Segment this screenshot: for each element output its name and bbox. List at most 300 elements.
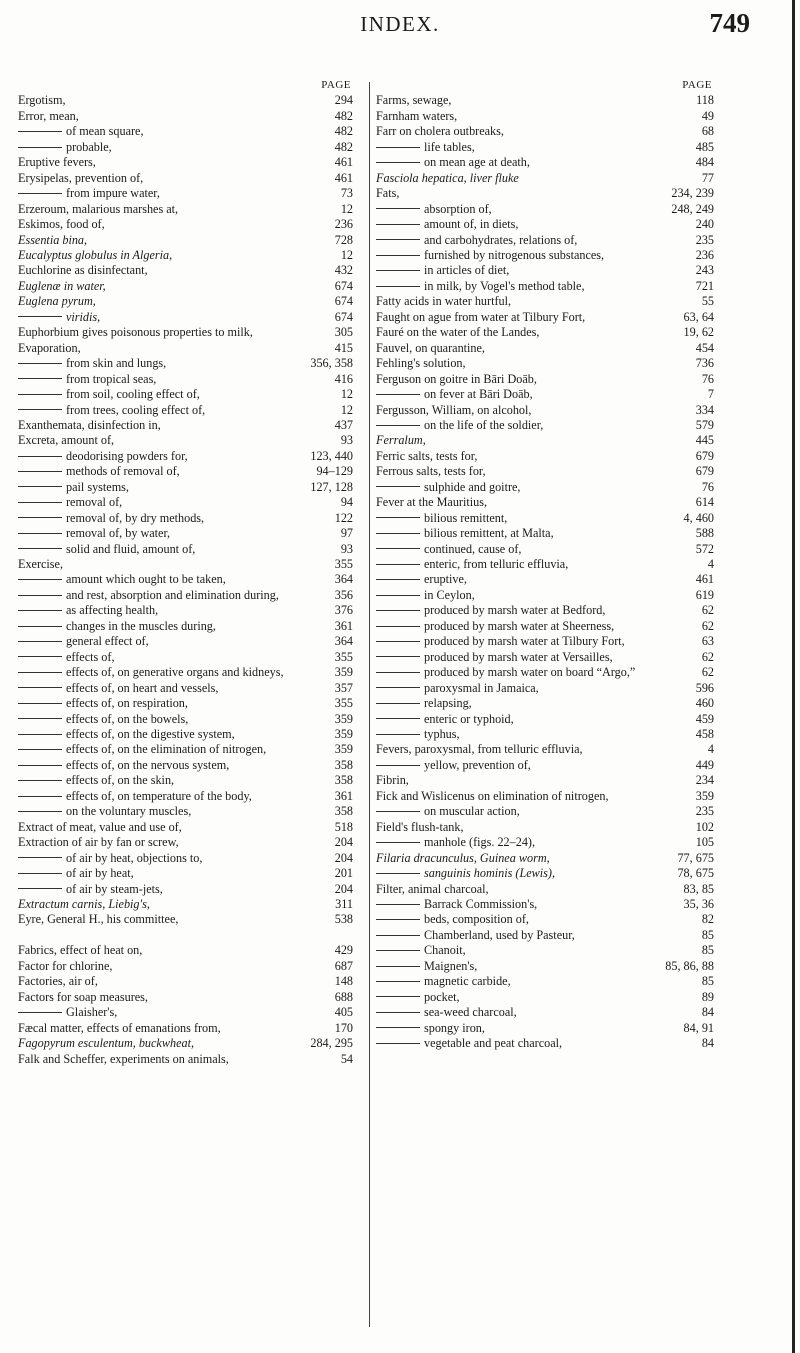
entry-page-ref: 84, 91 xyxy=(683,1020,714,1035)
entry-term: Extraction of air by fan or screw, xyxy=(18,835,179,850)
index-entry xyxy=(18,959,353,974)
entry-page-ref: 334 xyxy=(695,402,714,417)
ditto-rule xyxy=(376,641,420,642)
entry-page-ref: 359 xyxy=(334,742,353,757)
index-entry xyxy=(18,943,353,958)
index-subentry xyxy=(376,727,714,742)
index-entry xyxy=(376,356,714,371)
entry-term: Fauré on the water of the Landes, xyxy=(376,325,540,340)
index-entry xyxy=(18,418,353,433)
index-entry xyxy=(18,325,353,340)
entry-page-ref: 461 xyxy=(334,155,353,170)
entry-term: and rest, absorption and elimination during, xyxy=(66,587,279,602)
entry-page-ref: 240 xyxy=(695,217,714,232)
entry-term: Essentia bina, xyxy=(18,232,88,247)
entry-page-ref: 248, 249 xyxy=(671,201,714,216)
entry-page-ref: 356, 358 xyxy=(310,356,353,371)
entry-page-ref: 94–129 xyxy=(316,464,353,479)
entry-term: Factors for soap measures, xyxy=(18,989,148,1004)
entry-page-ref: 305 xyxy=(334,325,353,340)
entry-page-ref: 201 xyxy=(334,866,353,881)
entry-page-ref: 437 xyxy=(334,417,353,432)
entry-page-ref: 449 xyxy=(695,757,714,772)
index-subentry xyxy=(376,233,714,248)
ditto-rule xyxy=(376,517,420,518)
entry-term: Falk and Scheffer, experiments on animals, xyxy=(18,1051,229,1066)
index-subentry xyxy=(376,248,714,263)
index-subentry xyxy=(376,418,714,433)
index-entry xyxy=(376,294,714,309)
entry-page-ref: 359 xyxy=(695,788,714,803)
entry-page-ref: 454 xyxy=(695,340,714,355)
index-entry xyxy=(18,202,353,217)
entry-term: effects of, on heart and vessels, xyxy=(66,680,219,695)
entry-page-ref: 204 xyxy=(334,835,353,850)
entry-page-ref: 204 xyxy=(334,850,353,865)
index-subentry xyxy=(376,1021,714,1036)
index-subentry xyxy=(376,866,714,881)
entry-page-ref: 358 xyxy=(334,804,353,819)
entry-page-ref: 236 xyxy=(695,247,714,262)
entry-page-ref: 359 xyxy=(334,665,353,680)
entry-page-ref: 721 xyxy=(695,278,714,293)
running-title: INDEX. xyxy=(360,12,440,36)
ditto-rule xyxy=(376,656,420,657)
entry-page-ref: 68 xyxy=(701,124,714,139)
entry-page-ref: 76 xyxy=(701,479,714,494)
entry-page-ref: 284, 295 xyxy=(310,1036,353,1051)
entry-page-ref: 429 xyxy=(334,943,353,958)
ditto-rule xyxy=(18,656,62,657)
entry-page-ref: 4 xyxy=(707,742,714,757)
entry-term: Ergotism, xyxy=(18,93,66,108)
index-subentry xyxy=(376,712,714,727)
entry-term: probable, xyxy=(66,139,112,154)
entry-page-ref: 736 xyxy=(695,356,714,371)
index-subentry xyxy=(376,572,714,587)
entry-term: Fats, xyxy=(376,186,400,201)
entry-page-ref: 674 xyxy=(334,294,353,309)
index-subentry xyxy=(376,974,714,989)
entry-page-ref: 12 xyxy=(340,387,353,402)
entry-term: Ferralum, xyxy=(376,433,426,448)
entry-page-ref: 4 xyxy=(707,557,714,572)
page-header xyxy=(0,6,800,40)
index-subentry xyxy=(376,619,714,634)
entry-page-ref: 728 xyxy=(334,232,353,247)
entry-term: effects of, on the elimination of nitrogen, xyxy=(66,742,267,757)
entry-term: Faught on ague from water at Tilbury Fort, xyxy=(376,309,586,324)
entry-term: Factor for chlorine, xyxy=(18,958,113,973)
ditto-rule xyxy=(18,456,62,457)
page-edge-shadow xyxy=(792,0,795,1353)
entry-term: produced by marsh water at Sheerness, xyxy=(424,618,615,633)
index-subentry xyxy=(376,959,714,974)
ditto-rule xyxy=(18,765,62,766)
entry-term: on mean age at death, xyxy=(424,155,530,170)
ditto-rule xyxy=(376,626,420,627)
index-entry xyxy=(18,897,353,912)
entry-term: effects of, on respiration, xyxy=(66,696,188,711)
entry-term: of air by steam-jets, xyxy=(66,881,163,896)
entry-term: effects of, on the skin, xyxy=(66,773,175,788)
entry-page-ref: 688 xyxy=(334,989,353,1004)
index-subentry xyxy=(18,403,353,418)
entry-page-ref: 94 xyxy=(340,495,353,510)
entry-page-ref: 170 xyxy=(334,1020,353,1035)
index-subentry xyxy=(18,758,353,773)
entry-page-ref: 102 xyxy=(695,819,714,834)
index-entry xyxy=(376,186,714,201)
entry-term: enteric, from telluric effluvia, xyxy=(424,557,569,572)
entry-term: absorption of, xyxy=(424,201,492,216)
entry-term: Fauvel, on quarantine, xyxy=(376,340,485,355)
index-subentry xyxy=(18,1005,353,1020)
ditto-rule xyxy=(18,517,62,518)
index-entry xyxy=(18,1036,353,1051)
index-entry xyxy=(18,1052,353,1067)
index-subentry xyxy=(18,572,353,587)
entry-page-ref: 461 xyxy=(334,170,353,185)
ditto-rule xyxy=(376,873,420,874)
index-subentry xyxy=(376,140,714,155)
index-entry xyxy=(18,820,353,835)
ditto-rule xyxy=(376,1043,420,1044)
entry-page-ref: 89 xyxy=(701,989,714,1004)
entry-page-ref: 7 xyxy=(707,387,714,402)
entry-term: sea-weed charcoal, xyxy=(424,1005,517,1020)
entry-page-ref: 619 xyxy=(695,587,714,602)
entry-term: beds, composition of, xyxy=(424,912,529,927)
entry-term: Glaisher's, xyxy=(66,1005,118,1020)
index-subentry xyxy=(18,356,353,371)
index-subentry xyxy=(376,387,714,402)
index-subentry xyxy=(18,882,353,897)
index-entry xyxy=(376,773,714,788)
entry-page-ref: 572 xyxy=(695,541,714,556)
index-subentry xyxy=(376,557,714,572)
index-subentry xyxy=(18,866,353,881)
index-entry xyxy=(376,171,714,186)
entry-page-ref: 234, 239 xyxy=(671,186,714,201)
ditto-rule xyxy=(376,672,420,673)
entry-term: Extractum carnis, Liebig's, xyxy=(18,897,150,911)
index-entry xyxy=(18,171,353,186)
entry-term: Field's flush-tank, xyxy=(376,819,464,834)
index-subentry xyxy=(18,727,353,742)
ditto-rule xyxy=(18,533,62,534)
entry-term: of mean square, xyxy=(66,124,144,139)
index-subentry xyxy=(18,310,353,325)
entry-page-ref: 73 xyxy=(340,186,353,201)
entry-term: continued, cause of, xyxy=(424,541,522,556)
index-subentry xyxy=(376,943,714,958)
index-subentry xyxy=(376,279,714,294)
entry-term: Error, mean, xyxy=(18,108,79,123)
index-subentry xyxy=(18,650,353,665)
entry-page-ref: 85, 86, 88 xyxy=(665,958,714,973)
entry-page-ref: 679 xyxy=(695,448,714,463)
entry-term: Eyre, General H., his committee, xyxy=(18,912,179,927)
index-subentry xyxy=(18,526,353,541)
entry-page-ref: 358 xyxy=(334,773,353,788)
entry-page-ref: 588 xyxy=(695,526,714,541)
page-number: 749 xyxy=(709,8,750,38)
index-entry xyxy=(18,93,353,108)
ditto-rule xyxy=(376,718,420,719)
entry-term: on the life of the soldier, xyxy=(424,417,544,432)
index-subentry xyxy=(376,480,714,495)
index-entry xyxy=(18,155,353,170)
ditto-rule xyxy=(376,239,420,240)
entry-page-ref: 63 xyxy=(701,634,714,649)
index-entry xyxy=(376,403,714,418)
entry-page-ref: 415 xyxy=(334,340,353,355)
entry-page-ref: 674 xyxy=(334,309,353,324)
ditto-rule xyxy=(376,224,420,225)
ditto-rule xyxy=(376,981,420,982)
index-subentry xyxy=(18,464,353,479)
ditto-rule xyxy=(18,486,62,487)
entry-term: Ferric salts, tests for, xyxy=(376,448,478,463)
entry-page-ref: 76 xyxy=(701,371,714,386)
index-subentry xyxy=(18,773,353,788)
entry-page-ref: 77 xyxy=(701,170,714,185)
entry-page-ref: 679 xyxy=(695,464,714,479)
index-subentry xyxy=(376,835,714,850)
entry-term: enteric or typhoid, xyxy=(424,711,514,726)
entry-page-ref: 84 xyxy=(701,1036,714,1051)
entry-term: in articles of diet, xyxy=(424,263,510,278)
ditto-rule xyxy=(376,286,420,287)
entry-term: in milk, by Vogel's method table, xyxy=(424,278,585,293)
entry-page-ref: 93 xyxy=(340,433,353,448)
entry-page-ref: 376 xyxy=(334,603,353,618)
entry-page-ref: 355 xyxy=(334,649,353,664)
ditto-rule xyxy=(376,270,420,271)
index-entry xyxy=(18,294,353,309)
ditto-rule xyxy=(18,1012,62,1013)
entry-term: of air by heat, objections to, xyxy=(66,850,203,865)
index-entry xyxy=(376,789,714,804)
index-entry xyxy=(18,248,353,263)
index-subentry xyxy=(376,1005,714,1020)
entry-page-ref: 538 xyxy=(334,912,353,927)
entry-page-ref: 359 xyxy=(334,727,353,742)
ditto-rule xyxy=(376,486,420,487)
index-subentry xyxy=(376,217,714,232)
entry-term: furnished by nitrogenous substances, xyxy=(424,247,605,262)
entry-term: solid and fluid, amount of, xyxy=(66,541,196,556)
index-subentry xyxy=(376,696,714,711)
index-subentry xyxy=(18,603,353,618)
entry-term: Chamberland, used by Pasteur, xyxy=(424,927,575,942)
ditto-rule xyxy=(18,641,62,642)
entry-page-ref: 461 xyxy=(695,572,714,587)
entry-page-ref: 432 xyxy=(334,263,353,278)
entry-page-ref: 460 xyxy=(695,696,714,711)
index-entry xyxy=(376,310,714,325)
entry-page-ref: 235 xyxy=(695,232,714,247)
index-subentry xyxy=(376,681,714,696)
ditto-rule xyxy=(376,394,420,395)
entry-term: amount which ought to be taken, xyxy=(66,572,226,587)
entry-term: from tropical seas, xyxy=(66,371,157,386)
entry-page-ref: 54 xyxy=(340,1051,353,1066)
index-entry xyxy=(18,974,353,989)
index-subentry xyxy=(18,665,353,680)
index-subentry xyxy=(376,650,714,665)
entry-term: changes in the muscles during, xyxy=(66,618,216,633)
entry-page-ref: 614 xyxy=(695,495,714,510)
entry-term: sanguinis hominis (Lewis), xyxy=(424,866,556,881)
entry-term: Erzeroum, malarious marshes at, xyxy=(18,201,179,216)
index-subentry xyxy=(376,263,714,278)
index-subentry xyxy=(18,851,353,866)
entry-page-ref: 84 xyxy=(701,1005,714,1020)
index-entry xyxy=(18,263,353,278)
ditto-rule xyxy=(376,842,420,843)
ditto-rule xyxy=(18,409,62,410)
entry-term: Evaporation, xyxy=(18,340,81,355)
entry-term: relapsing, xyxy=(424,696,472,711)
entry-term: Euchlorine as disinfectant, xyxy=(18,263,148,278)
entry-page-ref: 484 xyxy=(695,155,714,170)
entry-page-ref: 294 xyxy=(334,93,353,108)
ditto-rule xyxy=(376,811,420,812)
entry-term: produced by marsh water at Bedford, xyxy=(424,603,606,618)
entry-term: Maignen's, xyxy=(424,958,478,973)
entry-page-ref: 12 xyxy=(340,247,353,262)
index-column-left xyxy=(18,78,353,1067)
index-subentry xyxy=(18,140,353,155)
page-column-label: PAGE xyxy=(321,79,351,91)
index-subentry xyxy=(376,526,714,541)
ditto-rule xyxy=(376,1012,420,1013)
ditto-rule xyxy=(376,765,420,766)
entry-term: Farms, sewage, xyxy=(376,93,452,108)
index-entry xyxy=(18,990,353,1005)
index-subentry xyxy=(18,804,353,819)
ditto-rule xyxy=(18,471,62,472)
index-entry xyxy=(18,835,353,850)
ditto-rule xyxy=(18,316,62,317)
entry-term: Excreta, amount of, xyxy=(18,433,115,448)
entry-term: eruptive, xyxy=(424,572,467,587)
entry-term: bilious remittent, xyxy=(424,510,508,525)
index-entry xyxy=(376,449,714,464)
entry-term: Fabrics, effect of heat on, xyxy=(18,943,143,958)
entry-term: paroxysmal in Jamaica, xyxy=(424,680,539,695)
index-subentry xyxy=(18,588,353,603)
index-subentry xyxy=(18,619,353,634)
entry-term: Fever at the Mauritius, xyxy=(376,495,488,510)
entry-page-ref: 83, 85 xyxy=(683,881,714,896)
entry-term: from trees, cooling effect of, xyxy=(66,402,206,417)
index-subentry xyxy=(18,511,353,526)
entry-page-ref: 4, 460 xyxy=(683,510,714,525)
ditto-rule xyxy=(376,425,420,426)
index-subentry xyxy=(376,897,714,912)
index-subentry xyxy=(18,696,353,711)
entry-page-ref: 518 xyxy=(334,819,353,834)
entry-term: effects of, on the digestive system, xyxy=(66,727,235,742)
ditto-rule xyxy=(18,718,62,719)
entry-page-ref: 364 xyxy=(334,572,353,587)
entry-page-ref: 361 xyxy=(334,788,353,803)
index-entry xyxy=(18,279,353,294)
ditto-rule xyxy=(18,131,62,132)
index-subentry xyxy=(18,495,353,510)
ditto-rule xyxy=(376,996,420,997)
entry-page-ref: 355 xyxy=(334,696,353,711)
ditto-rule xyxy=(376,147,420,148)
entry-term: on the voluntary muscles, xyxy=(66,804,192,819)
index-entry xyxy=(376,341,714,356)
entry-page-ref: 356 xyxy=(334,587,353,602)
entry-page-ref: 62 xyxy=(701,603,714,618)
entry-term: effects of, xyxy=(66,649,115,664)
index-entry xyxy=(376,372,714,387)
entry-page-ref: 35, 36 xyxy=(683,897,714,911)
ditto-rule xyxy=(18,502,62,503)
entry-page-ref: 122 xyxy=(334,510,353,525)
index-subentry xyxy=(376,511,714,526)
entry-page-ref: 55 xyxy=(701,294,714,309)
ditto-rule xyxy=(376,162,420,163)
entry-page-ref: 596 xyxy=(695,680,714,695)
ditto-rule xyxy=(18,811,62,812)
entry-term: effects of, on temperature of the body, xyxy=(66,788,252,803)
entry-term: from soil, cooling effect of, xyxy=(66,387,200,402)
entry-term: Fagopyrum esculentum, buckwheat, xyxy=(18,1036,194,1051)
entry-term: of air by heat, xyxy=(66,866,134,881)
entry-page-ref: 359 xyxy=(334,711,353,726)
index-subentry xyxy=(18,124,353,139)
entry-term: deodorising powders for, xyxy=(66,448,188,463)
ditto-rule xyxy=(18,873,62,874)
ditto-rule xyxy=(18,857,62,858)
index-entry xyxy=(376,742,714,757)
entry-term: effects of, on generative organs and kidneys, xyxy=(66,665,284,680)
ditto-rule xyxy=(18,579,62,580)
ditto-rule xyxy=(376,533,420,534)
entry-page-ref: 364 xyxy=(334,634,353,649)
entry-term: yellow, prevention of, xyxy=(424,757,531,772)
ditto-rule xyxy=(18,610,62,611)
entry-page-ref: 49 xyxy=(701,108,714,123)
entry-page-ref: 445 xyxy=(695,433,714,448)
index-entry xyxy=(18,557,353,572)
ditto-rule xyxy=(18,749,62,750)
entry-page-ref: 357 xyxy=(334,680,353,695)
entry-term: effects of, on the bowels, xyxy=(66,711,189,726)
entry-term: Euglena pyrum, xyxy=(18,294,96,309)
entry-page-ref: 105 xyxy=(695,835,714,850)
entry-term: pocket, xyxy=(424,989,460,1004)
index-entry xyxy=(18,1021,353,1036)
entry-term: Euglenæ in water, xyxy=(18,278,106,293)
index-subentry xyxy=(18,480,353,495)
index-subentry xyxy=(376,603,714,618)
entry-page-ref: 123, 440 xyxy=(310,448,353,463)
entry-term: Exercise, xyxy=(18,557,64,572)
section-gap xyxy=(18,928,353,943)
index-column-right xyxy=(376,78,714,1052)
entry-page-ref: 62 xyxy=(701,618,714,633)
entry-term: Filter, animal charcoal, xyxy=(376,881,489,896)
entry-page-ref: 77, 675 xyxy=(677,850,714,865)
